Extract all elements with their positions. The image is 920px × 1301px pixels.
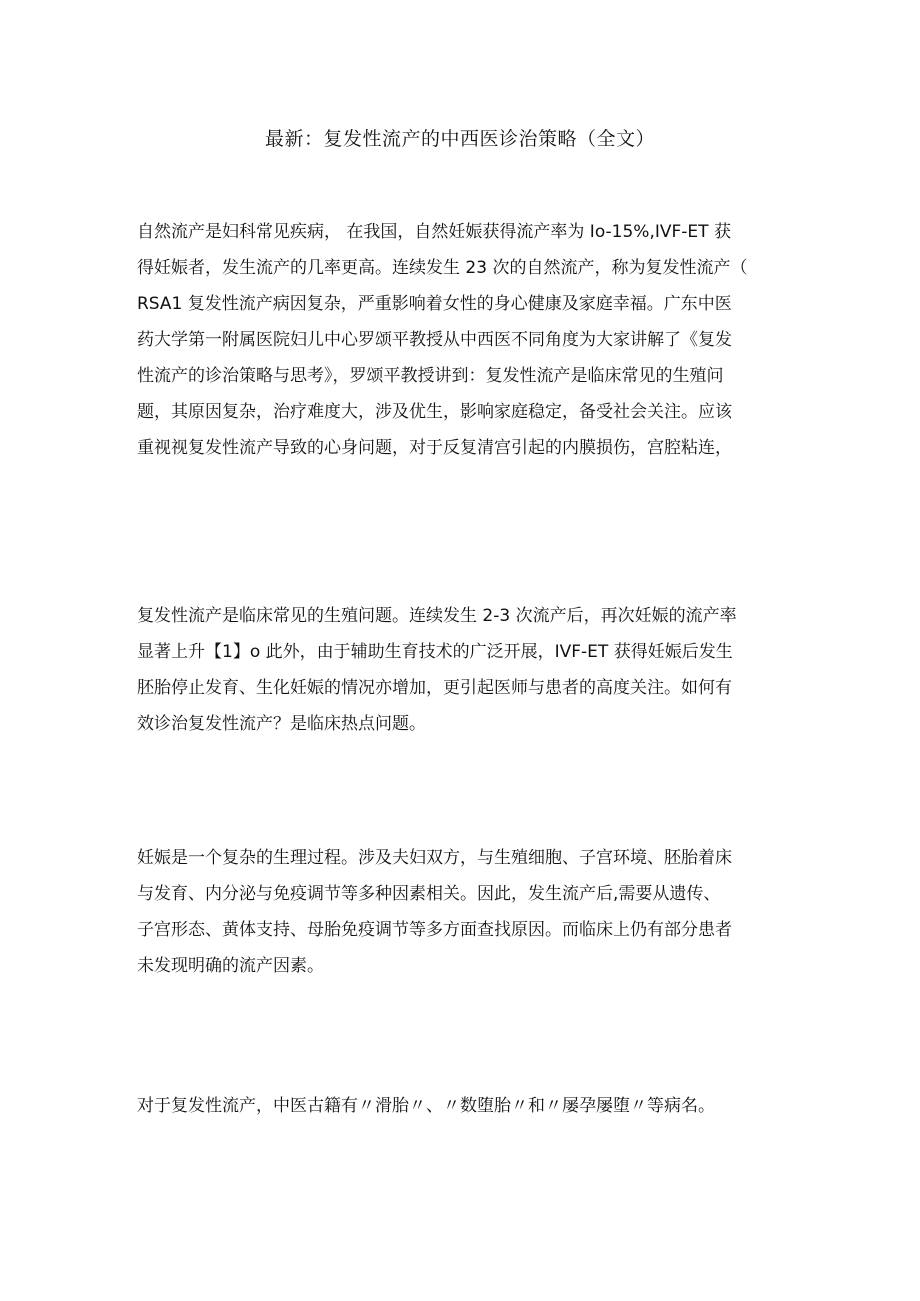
document-title: 最新：复发性流产的中西医诊治策略（全文） bbox=[264, 128, 655, 150]
paragraph-1 bbox=[137, 214, 792, 466]
paragraph-4 bbox=[137, 1088, 792, 1124]
paragraph-line: 自然流产是妇科常见疾病， 在我国，自然妊娠获得流产率为 Io-15%,IVF-ET 获 bbox=[137, 222, 731, 242]
paragraph-line: 题，其原因复杂，治疗难度大，涉及优生，影响家庭稳定，备受社会关注。应该 bbox=[137, 402, 732, 422]
paragraph-line: 药大学第一附属医院妇儿中心罗颂平教授从中西医不同角度为大家讲解了《复发 bbox=[137, 330, 732, 350]
paragraph-line: 对于复发性流产，中医古籍有〃滑胎〃、〃数堕胎〃和〃屡孕屡堕〃等病名。 bbox=[137, 1096, 715, 1116]
paragraph-line: 与发育、内分泌与免疫调节等多种因素相关。因此，发生流产后,需要从遗传、 bbox=[137, 884, 721, 904]
paragraph-line: 胚胎停止发育、生化妊娠的情况亦增加，更引起医师与患者的高度关注。如何有 bbox=[137, 678, 732, 698]
paragraph-line: 性流产的诊治策略与思考》，罗颂平教授讲到：复发性流产是临床常见的生殖问 bbox=[137, 366, 724, 386]
paragraph-line: 效诊治复发性流产？是临床热点问题。 bbox=[137, 714, 426, 734]
paragraph-line: 复发性流产是临床常见的生殖问题。连续发生 2-3 次流产后，再次妊娠的流产率 bbox=[137, 606, 737, 626]
paragraph-line: 得妊娠者，发生流产的几率更高。连续发生 23 次的自然流产，称为复发性流产（ bbox=[137, 258, 748, 278]
paragraph-line: RSA1 复发性流产病因复杂，严重影响着女性的身心健康及家庭幸福。广东中医 bbox=[137, 294, 732, 314]
paragraph-3 bbox=[137, 840, 792, 984]
paragraph-line: 显著上升【1】o 此外，由于辅助生育技术的广泛开展，IVF-ET 获得妊娠后发生 bbox=[137, 642, 733, 662]
paragraph-2 bbox=[137, 598, 792, 742]
paragraph-line: 未发现明确的流产因素。 bbox=[137, 956, 324, 976]
paragraph-line: 妊娠是一个复杂的生理过程。涉及夫妇双方，与生殖细胞、子宫环境、胚胎着床 bbox=[137, 848, 732, 868]
paragraph-line: 子宫形态、黄体支持、母胎免疫调节等多方面查找原因。而临床上仍有部分患者 bbox=[137, 920, 732, 940]
paragraph-line: 重视视复发性流产导致的心身问题，对于反复清宫引起的内膜损伤，宫腔粘连， bbox=[137, 438, 732, 458]
